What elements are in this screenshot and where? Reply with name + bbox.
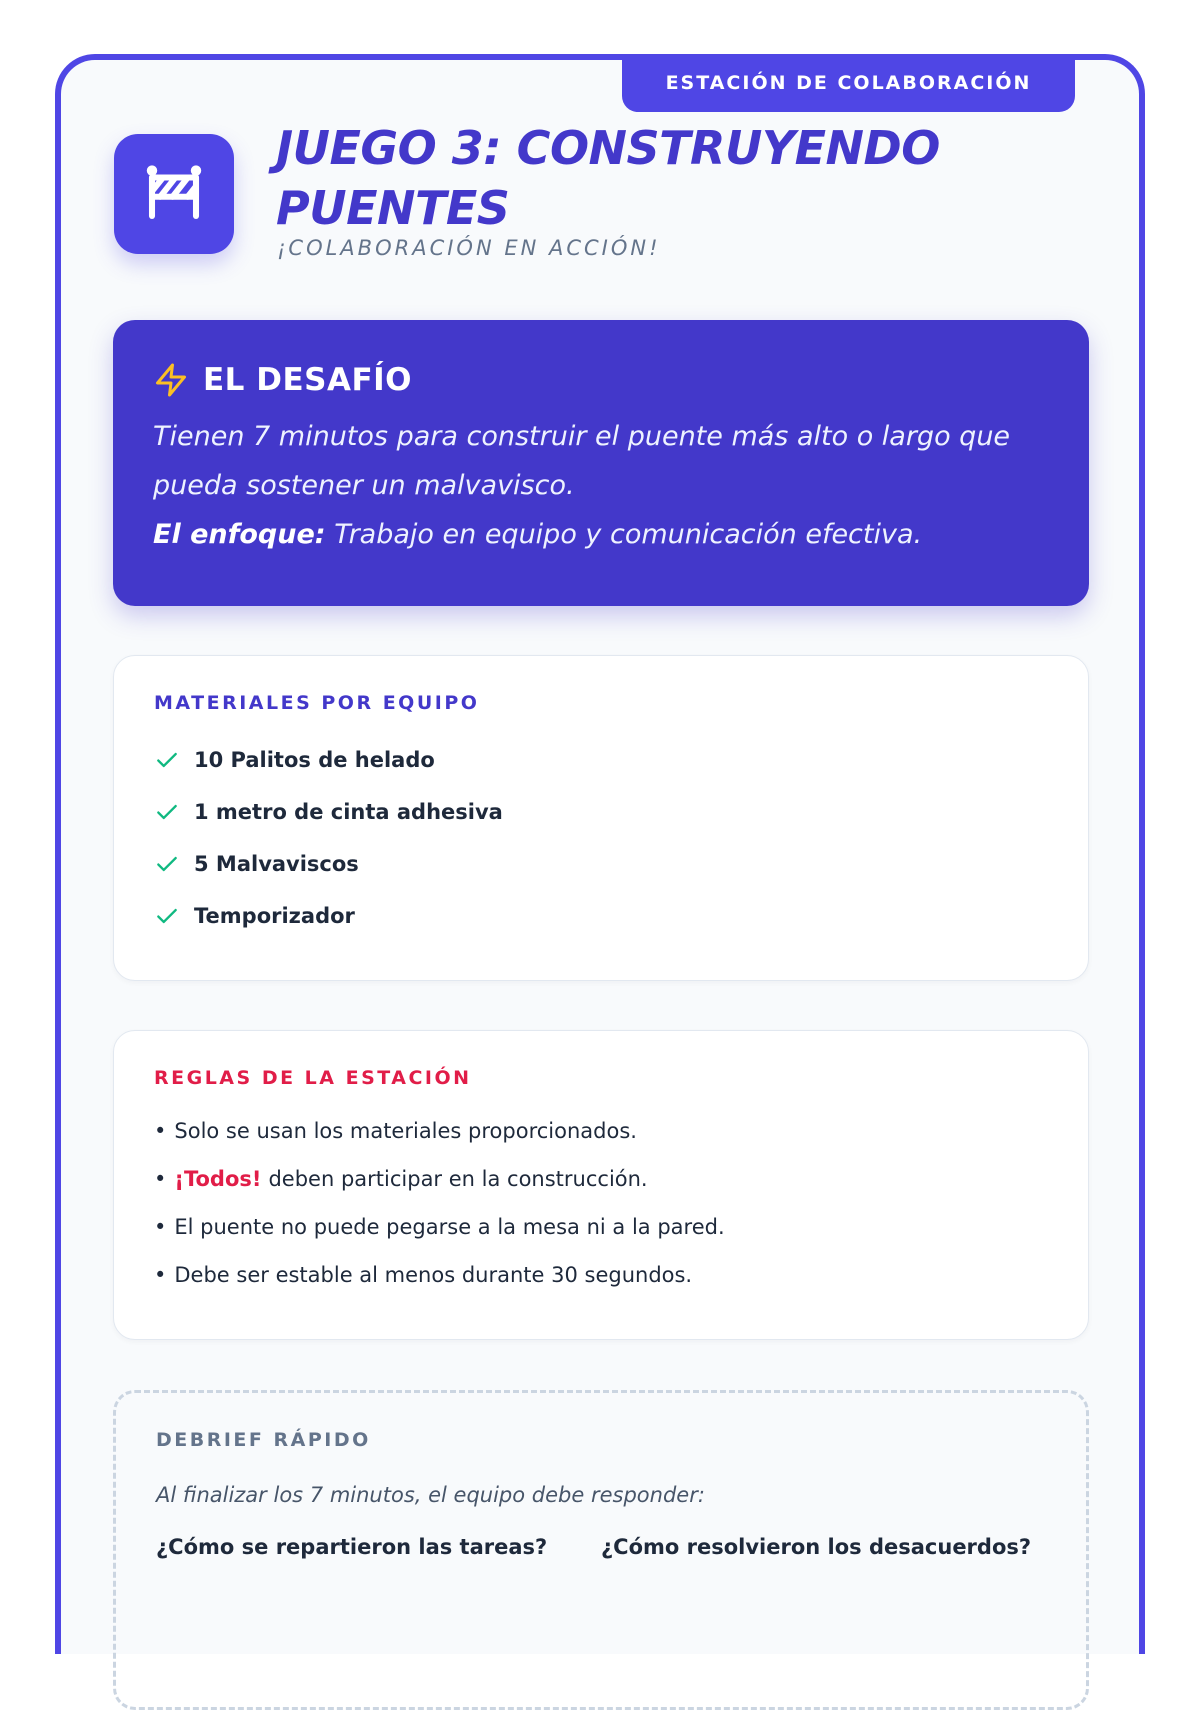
list-item <box>154 838 1048 890</box>
list-item <box>154 734 1048 786</box>
list-item <box>154 1203 1048 1251</box>
rules-list <box>154 1107 1048 1299</box>
list-item <box>154 786 1048 838</box>
list-item <box>154 1251 1048 1299</box>
challenge-line2: pueda sostener un malvavisco. <box>153 470 575 501</box>
rule-text: Debe ser estable al menos durante 30 segundos. <box>174 1263 693 1287</box>
material-label: 5 Malvaviscos <box>194 852 359 876</box>
lightning-bolt-icon <box>153 362 189 398</box>
check-icon <box>154 851 180 877</box>
page-title <box>276 118 1056 238</box>
challenge-heading <box>153 358 1049 402</box>
challenge-focus-text: Trabajo en equipo y comunicación efectiva. <box>334 519 923 550</box>
rule-text: El puente no puede pegarse a la mesa ni a la pared. <box>174 1215 725 1239</box>
list-item <box>154 890 1048 942</box>
debrief-panel <box>113 1390 1089 1710</box>
station-card <box>55 54 1145 1654</box>
rule-text: deben participar en la construcción. <box>268 1167 648 1191</box>
check-icon <box>154 903 180 929</box>
bullet: • <box>154 1167 167 1191</box>
materials-title: MATERIALES POR EQUIPO <box>154 692 480 714</box>
rules-title: REGLAS DE LA ESTACIÓN <box>154 1067 472 1089</box>
debrief-intro: Al finalizar los 7 minutos, el equipo debe responder: <box>156 1483 705 1507</box>
debrief-title: DEBRIEF RÁPIDO <box>156 1429 371 1451</box>
road-barrier-icon <box>141 161 207 227</box>
rule-text: Solo se usan los materiales proporcionados. <box>174 1119 637 1143</box>
list-item <box>154 1155 1048 1203</box>
debrief-questions <box>156 1535 1046 1559</box>
bullet: • <box>154 1263 167 1287</box>
check-icon <box>154 799 180 825</box>
debrief-question: ¿Cómo resolvieron los desacuerdos? <box>601 1535 1032 1559</box>
challenge-panel <box>113 320 1089 606</box>
page-title-line1: JUEGO 3: CONSTRUYENDO <box>276 121 940 175</box>
check-icon <box>154 747 180 773</box>
challenge-description <box>153 412 1049 559</box>
challenge-line1: Tienen 7 minutos para construir el puente más alto o largo que <box>153 421 1011 452</box>
bullet: • <box>154 1119 167 1143</box>
material-label: Temporizador <box>194 904 355 928</box>
material-label: 1 metro de cinta adhesiva <box>194 800 503 824</box>
challenge-focus-label: El enfoque: <box>153 519 326 550</box>
list-item <box>154 1107 1048 1155</box>
header-icon-tile <box>114 134 234 254</box>
materials-panel <box>113 655 1089 981</box>
station-tab <box>622 54 1075 112</box>
debrief-question: ¿Cómo se repartieron las tareas? <box>156 1535 548 1559</box>
page-subtitle: ¡COLABORACIÓN EN ACCIÓN! <box>277 236 661 260</box>
rules-panel <box>113 1030 1089 1340</box>
challenge-heading-label: EL DESAFÍO <box>203 362 413 398</box>
page-title-line2: PUENTES <box>276 181 510 235</box>
material-label: 10 Palitos de helado <box>194 748 435 772</box>
station-tab-label: ESTACIÓN DE COLABORACIÓN <box>665 72 1032 94</box>
bullet: • <box>154 1215 167 1239</box>
rule-highlight: ¡Todos! <box>174 1167 262 1191</box>
materials-list <box>154 734 1048 942</box>
